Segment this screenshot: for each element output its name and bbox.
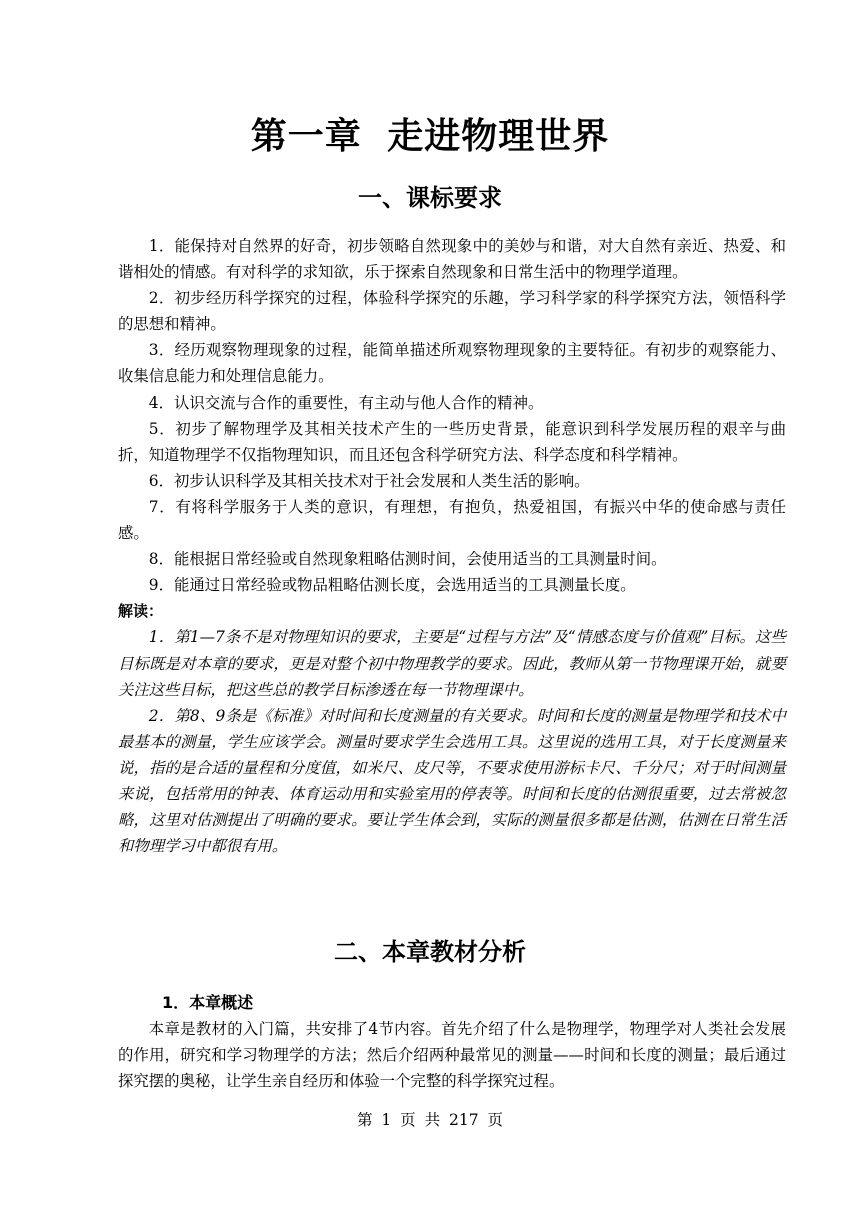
interpretation-label: 解读：	[118, 602, 164, 621]
overview-paragraph: 本章是教材的入门篇，共安排了4节内容。首先介绍了什么是物理学，物理学对人类社会发展的作用，研究和学习物理学的方法；然后介绍两种最常见的测量——时间和长度的测量；最后通过探究摆的奥秘，让学生亲自经历和体验一个完整的科学探究过程。	[118, 1020, 786, 1091]
requirement-item: 8．能根据日常经验或自然现象粗略估测时间，会使用适当的工具测量时间。	[148, 550, 667, 569]
requirement-item: 2．初步经历科学探究的过程，体验科学探究的乐趣，学习科学家的科学探究方法，领悟科学的思想和精神。	[118, 289, 786, 334]
requirement-item: 4．认识交流与合作的重要性，有主动与他人合作的精神。	[148, 393, 544, 412]
interpretation-block	[118, 624, 786, 859]
section-title-analysis: 二、本章教材分析	[334, 938, 526, 966]
curriculum-requirements	[118, 233, 786, 859]
requirement-item: 9．能通过日常经验或物品粗略估测长度，会选用适当的工具测量长度。	[148, 576, 636, 595]
requirement-item: 6．初步认识科学及其相关技术对于社会发展和人类生活的影响。	[148, 471, 590, 490]
interpretation-item: 2．第8、9条是《标准》对时间和长度测量的有关要求。时间和长度的测量是物理学和技术中最基本的测量，学生应该学会。测量时要求学生会选用工具。这里说的选用工具，对于长度测量来说，指的是合适的量程和分度值，如米尺、皮尺等，不要求使用游标卡尺、千分尺；对于时间测量来说，包括常用的钟表、体育运动用和实验室用的停表等。时间和长度的估测很重要，过去常被忽略，这里对估测提出了明确的要求。要让学生体会到，实际的测量很多都是估测，估测在日常生活和物理学习中都很有用。	[118, 706, 786, 856]
overview-body	[118, 1016, 786, 1094]
requirement-item: 1．能保持对自然界的好奇，初步领略自然现象中的美妙与和谐，对大自然有亲近、热爱、和谐相处的情感。有对科学的求知欲，乐于探索自然现象和日常生活中的物理学道理。	[118, 237, 786, 282]
requirement-item: 3．经历观察物理现象的过程，能简单描述所观察物理现象的主要特征。有初步的观察能力、收集信息能力和处理信息能力。	[118, 341, 786, 386]
page-footer: 第 1 页 共 217 页	[356, 1111, 504, 1129]
requirement-item: 5．初步了解物理学及其相关技术产生的一些历史背景，能意识到科学发展历程的艰辛与曲折，知道物理学不仅指物理知识，而且还包含科学研究方法、科学态度和科学精神。	[118, 419, 786, 464]
sub-heading-overview: 1．本章概述	[162, 993, 254, 1012]
interpretation-item: 1．第1—7条不是对物理知识的要求，主要是“过程与方法”及“情感态度与价值观”目标。这些目标既是对本章的要求，更是对整个初中物理教学的要求。因此，教师从第一节物理课开始，就要关注这些目标，把这些总的教学目标渗透在每一节物理课中。	[118, 628, 786, 699]
chapter-title: 第一章 走进物理世界	[250, 116, 610, 157]
requirement-item: 7．有将科学服务于人类的意识，有理想，有抱负，热爱祖国，有振兴中华的使命感与责任感。	[118, 497, 786, 543]
section-title-curriculum: 一、课标要求	[358, 184, 502, 212]
